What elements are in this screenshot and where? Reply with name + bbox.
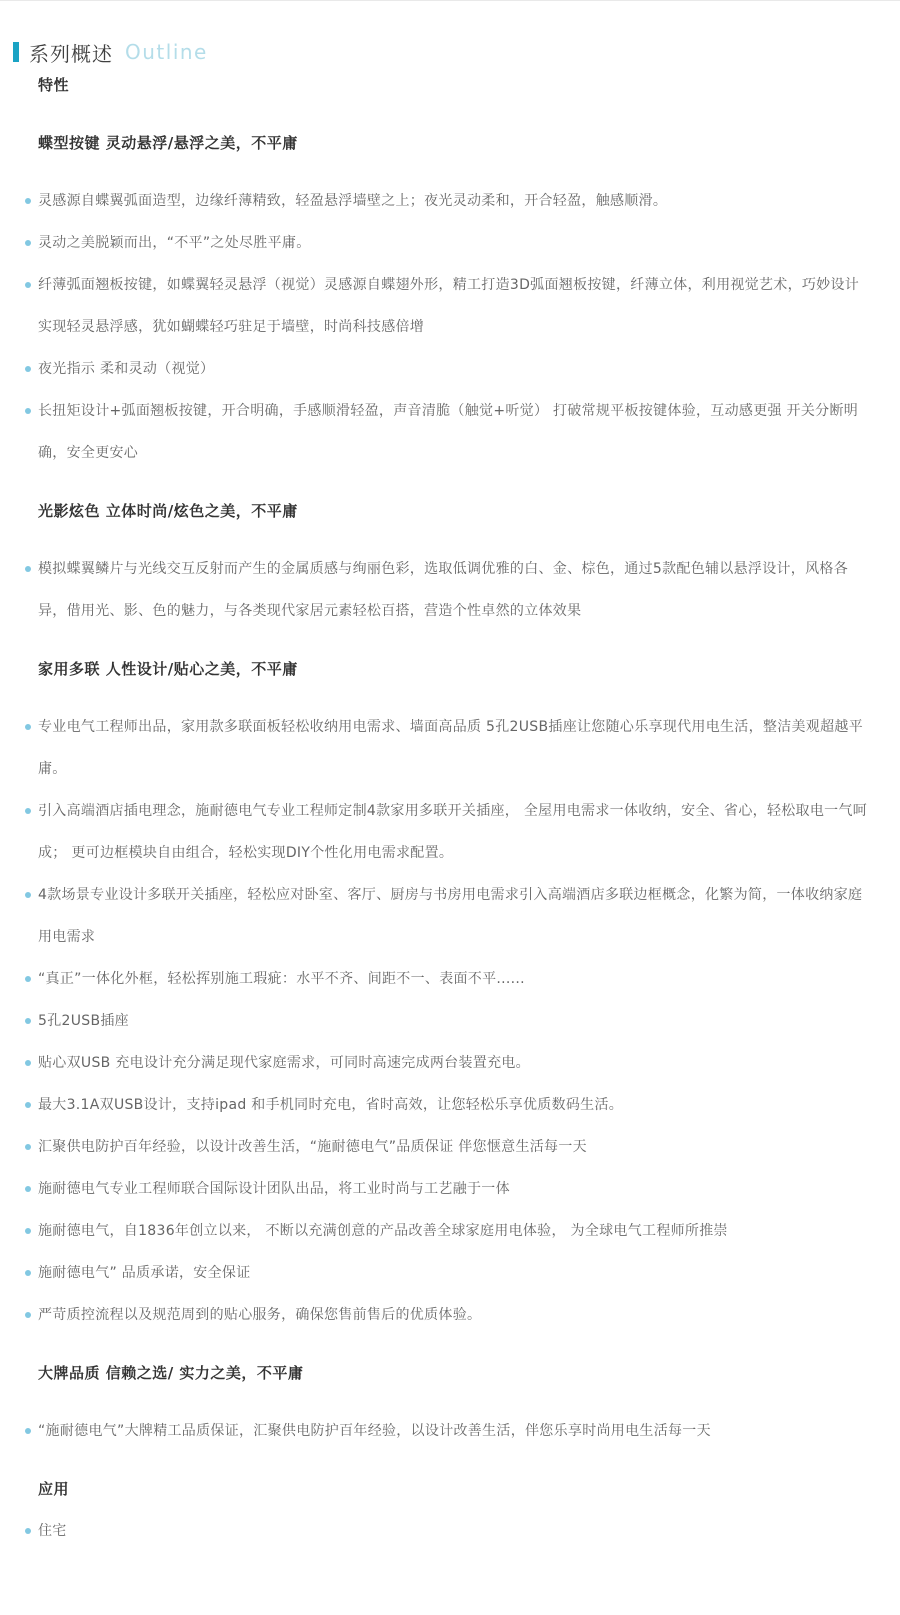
section-heading: 大牌品质 信赖之选/ 实力之美，不平庸 <box>38 1364 304 1382</box>
section <box>0 122 870 474</box>
bullet-dot-icon <box>25 408 31 414</box>
bullet-dot-icon <box>25 892 31 898</box>
bullet-dot-icon <box>25 1528 31 1534</box>
list-item-text: “真正”一体化外框，轻松挥别施工瑕疵：水平不齐、间距不一、表面不平...... <box>38 971 525 987</box>
list-item-text: 灵感源自蝶翼弧面造型，边缘纤薄精致，轻盈悬浮墙壁之上；夜光灵动柔和，开合轻盈，触感顺滑。 <box>38 193 668 209</box>
list-item <box>0 264 870 348</box>
list-item <box>0 1294 870 1336</box>
list-item <box>0 790 870 874</box>
bullet-dot-icon <box>25 1428 31 1434</box>
page-title-en: Outline <box>125 40 208 64</box>
bullet-dot-icon <box>25 1186 31 1192</box>
list-item <box>0 390 870 474</box>
section <box>0 1468 870 1552</box>
list-item-text: 最大3.1A双USB设计，支持ipad 和手机同时充电，省时高效，让您轻松乐享优质数码生活。 <box>38 1097 624 1113</box>
bullet-dot-icon <box>25 1312 31 1318</box>
bullet-dot-icon <box>25 1144 31 1150</box>
list-item-text: 施耐德电气，自1836年创立以来， 不断以充满创意的产品改善全球家庭用电体验， 为全球电气工程师所推崇 <box>38 1223 728 1239</box>
section-heading: 蝶型按键 灵动悬浮/悬浮之美，不平庸 <box>38 134 298 152</box>
bullet-dot-icon <box>25 1102 31 1108</box>
list-item-text: 长扭矩设计+弧面翘板按键，开合明确，手感顺滑轻盈，声音清脆（触觉+听觉） 打破常规平板按键体验，互动感更强 开关分断明确，安全更安心 <box>38 403 859 461</box>
page-header <box>13 40 870 64</box>
bullet-dot-icon <box>25 976 31 982</box>
bullet-list <box>0 1410 870 1452</box>
section-heading: 应用 <box>38 1480 70 1498</box>
list-item <box>0 222 870 264</box>
bullet-dot-icon <box>25 1018 31 1024</box>
list-item <box>0 1252 870 1294</box>
section-heading: 家用多联 人性设计/贴心之美，不平庸 <box>38 660 298 678</box>
section-heading: 光影炫色 立体时尚/炫色之美，不平庸 <box>38 502 298 520</box>
bullet-list <box>0 180 870 474</box>
list-item <box>0 180 870 222</box>
section <box>0 648 870 1336</box>
list-item-text: 汇聚供电防护百年经验，以设计改善生活，“施耐德电气”品质保证 伴您惬意生活每一天 <box>38 1139 587 1155</box>
bullet-dot-icon <box>25 1228 31 1234</box>
list-item <box>0 1168 870 1210</box>
list-item <box>0 1000 870 1042</box>
page-title-cn: 系列概述 <box>29 41 113 66</box>
list-item-text: 模拟蝶翼鳞片与光线交互反射而产生的金属质感与绚丽色彩，选取低调优雅的白、金、棕色，通过5款配色辅以悬浮设计，风格各异，借用光、影、色的魅力，与各类现代家居元素轻松百搭，营造个性卓然的立体效果 <box>38 561 849 619</box>
list-item-text: 5孔2USB插座 <box>38 1013 129 1029</box>
list-item-text: 4款场景专业设计多联开关插座，轻松应对卧室、客厅、厨房与书房用电需求引入高端酒店多联边框概念，化繁为简，一体收纳家庭用电需求 <box>38 887 863 945</box>
section <box>0 64 870 106</box>
bullet-dot-icon <box>25 1270 31 1276</box>
list-item-text: 纤薄弧面翘板按键，如蝶翼轻灵悬浮（视觉）灵感源自蝶翅外形，精工打造3D弧面翘板按键，纤薄立体，利用视觉艺术，巧妙设计实现轻灵悬浮感，犹如蝴蝶轻巧驻足于墙壁，时尚科技感倍增 <box>38 277 860 335</box>
list-item-text: 专业电气工程师出品，家用款多联面板轻松收纳用电需求、墙面高品质 5孔2USB插座让您随心乐享现代用电生活，整洁美观超越平庸。 <box>38 719 863 777</box>
accent-bar <box>13 42 19 62</box>
section <box>0 490 870 632</box>
list-item <box>0 1510 870 1552</box>
bullet-dot-icon <box>25 724 31 730</box>
bullet-dot-icon <box>25 808 31 814</box>
list-item <box>0 1126 870 1168</box>
list-item <box>0 958 870 1000</box>
series-outline-page <box>0 40 900 1615</box>
list-item <box>0 1042 870 1084</box>
section-heading: 特性 <box>38 76 70 94</box>
list-item <box>0 1210 870 1252</box>
bullet-dot-icon <box>25 566 31 572</box>
bullet-dot-icon <box>25 1060 31 1066</box>
list-item-text: 住宅 <box>38 1523 67 1539</box>
bullet-dot-icon <box>25 198 31 204</box>
list-item <box>0 1084 870 1126</box>
bullet-dot-icon <box>25 240 31 246</box>
list-item-text: 夜光指示 柔和灵动（视觉） <box>38 361 215 377</box>
bullet-list <box>0 548 870 632</box>
list-item <box>0 348 870 390</box>
bullet-list <box>0 706 870 1336</box>
list-item <box>0 1410 870 1452</box>
list-item <box>0 706 870 790</box>
list-item-text: 贴心双USB 充电设计充分满足现代家庭需求，可同时高速完成两台装置充电。 <box>38 1055 530 1071</box>
list-item <box>0 548 870 632</box>
list-item-text: 施耐德电气” 品质承诺，安全保证 <box>38 1265 251 1281</box>
list-item-text: 施耐德电气专业工程师联合国际设计团队出品，将工业时尚与工艺融于一体 <box>38 1181 510 1197</box>
bullet-dot-icon <box>25 282 31 288</box>
section <box>0 1352 870 1452</box>
content-sections <box>0 64 870 1552</box>
list-item <box>0 874 870 958</box>
list-item-text: “施耐德电气”大牌精工品质保证，汇聚供电防护百年经验，以设计改善生活，伴您乐享时尚用电生活每一天 <box>38 1423 711 1439</box>
bullet-list <box>0 1510 870 1552</box>
list-item-text: 严苛质控流程以及规范周到的贴心服务，确保您售前售后的优质体验。 <box>38 1307 482 1323</box>
list-item-text: 灵动之美脱颖而出，“不平”之处尽胜平庸。 <box>38 235 311 251</box>
bullet-dot-icon <box>25 366 31 372</box>
list-item-text: 引入高端酒店插电理念，施耐德电气专业工程师定制4款家用多联开关插座， 全屋用电需求一体收纳，安全、省心，轻松取电一气呵成； 更可边框模块自由组合，轻松实现DIY个性化用电需求配置。 <box>38 803 868 861</box>
